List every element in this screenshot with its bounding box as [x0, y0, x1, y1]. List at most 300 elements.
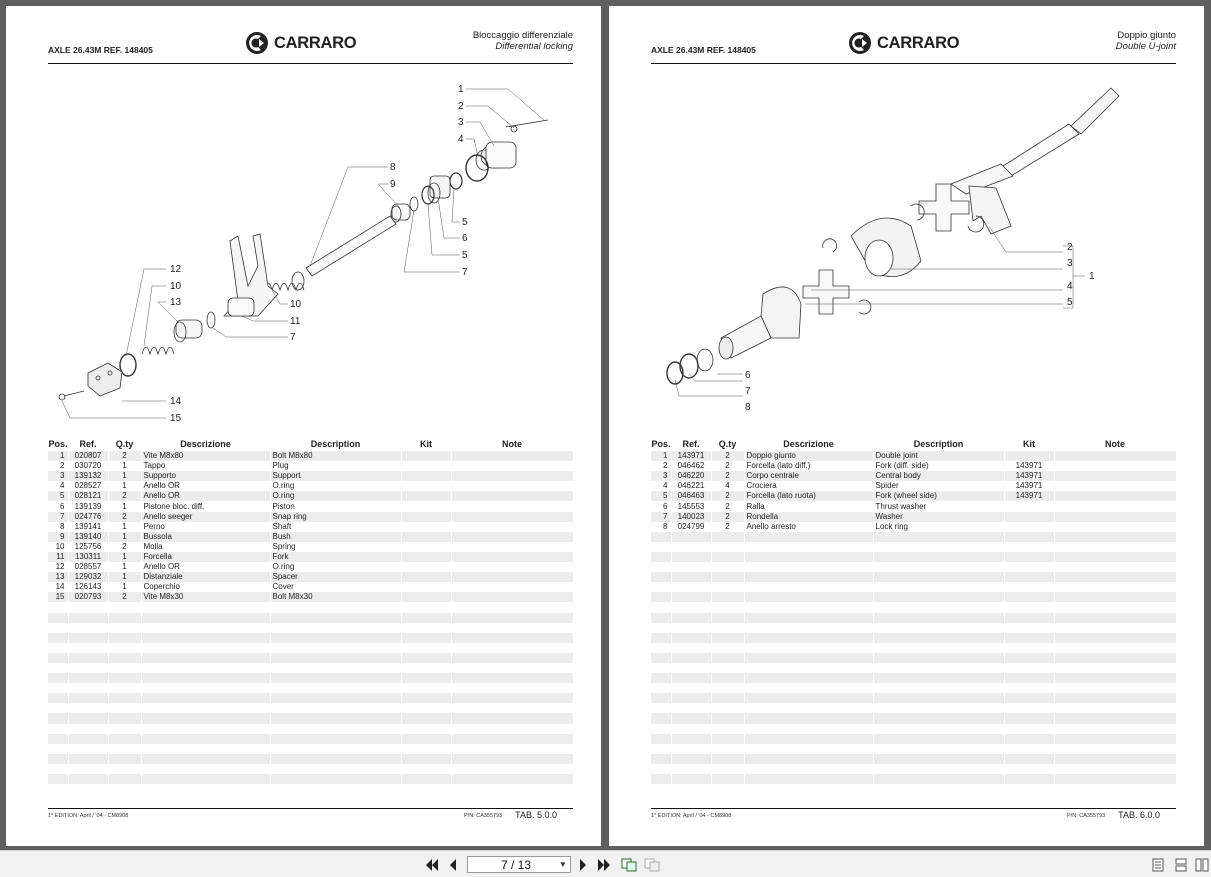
- cell-desc-en: Spacer: [270, 572, 401, 582]
- callout-12: 12: [170, 264, 182, 275]
- cell-desc-it: Anello seeger: [141, 512, 270, 522]
- empty-table-row: [651, 713, 1176, 723]
- cell-pos: 6: [651, 501, 671, 511]
- col-desc-en: Description: [310, 438, 361, 449]
- cell-pos: [651, 744, 671, 754]
- cell-qty: [711, 633, 744, 643]
- cell-pos: [651, 734, 671, 744]
- cell-pos: [48, 693, 68, 703]
- continuous-view-button[interactable]: [1173, 856, 1189, 873]
- cell-note: [1054, 562, 1176, 572]
- cell-desc-it: [744, 734, 873, 744]
- cell-desc-it: [141, 754, 270, 764]
- cell-qty: [108, 653, 141, 663]
- cell-kit: [1004, 522, 1054, 532]
- cell-kit: [1004, 572, 1054, 582]
- cell-qty: [711, 613, 744, 623]
- cell-note: [451, 562, 573, 572]
- cell-kit: [401, 713, 451, 723]
- cell-note: [451, 754, 573, 764]
- cell-desc-en: [270, 683, 401, 693]
- cell-kit: [401, 734, 451, 744]
- cell-ref: [68, 713, 108, 723]
- cell-note: [451, 693, 573, 703]
- cell-qty: [108, 744, 141, 754]
- cell-pos: 6: [48, 501, 68, 511]
- cell-ref: [671, 683, 711, 693]
- cell-note: [1054, 663, 1176, 673]
- cell-kit: [1004, 653, 1054, 663]
- cell-desc-en: [873, 623, 1004, 633]
- cell-kit: [401, 532, 451, 542]
- cell-qty: [711, 744, 744, 754]
- cell-desc-it: Rondella: [744, 512, 873, 522]
- callout-11: 11: [290, 316, 301, 327]
- cell-desc-en: [270, 623, 401, 633]
- cell-note: [1054, 713, 1176, 723]
- cell-kit: [401, 471, 451, 481]
- cell-note: [1054, 602, 1176, 612]
- cell-qty: [711, 552, 744, 562]
- cell-desc-en: [873, 602, 1004, 612]
- cell-desc-it: [744, 643, 873, 653]
- cell-desc-en: Spider: [873, 481, 1004, 491]
- cell-pos: [651, 602, 671, 612]
- cell-ref: [671, 562, 711, 572]
- cell-pos: 7: [48, 512, 68, 522]
- cell-ref: 024799: [671, 522, 711, 532]
- cell-qty: [711, 623, 744, 633]
- cell-ref: [671, 724, 711, 734]
- cell-kit: [401, 451, 451, 461]
- cell-kit: [401, 754, 451, 764]
- callout-2: 2: [458, 101, 464, 112]
- cell-kit: [401, 542, 451, 552]
- empty-table-row: [651, 613, 1176, 623]
- cell-qty: 1: [108, 461, 141, 471]
- empty-table-row: [651, 562, 1176, 572]
- cell-desc-it: [744, 673, 873, 683]
- cell-desc-en: [873, 572, 1004, 582]
- cell-desc-it: [744, 572, 873, 582]
- cell-ref: [68, 693, 108, 703]
- cell-pos: [651, 552, 671, 562]
- cell-ref: [671, 734, 711, 744]
- cell-note: [1054, 522, 1176, 532]
- cell-ref: [68, 774, 108, 784]
- empty-table-row: [651, 673, 1176, 683]
- cell-qty: [108, 693, 141, 703]
- cell-desc-it: [744, 764, 873, 774]
- cell-pos: [48, 673, 68, 683]
- page-header: [651, 28, 1176, 64]
- cell-note: [451, 713, 573, 723]
- cell-qty: [711, 532, 744, 542]
- cell-pos: 7: [651, 512, 671, 522]
- cell-pos: [48, 602, 68, 612]
- table-row: [651, 512, 1176, 522]
- empty-table-row: [651, 774, 1176, 784]
- page-right: [609, 6, 1204, 846]
- table-row: [48, 522, 573, 532]
- cell-pos: [651, 633, 671, 643]
- callout-7a: 7: [462, 267, 468, 278]
- cell-ref: 139141: [68, 522, 108, 532]
- cell-kit: [401, 522, 451, 532]
- cell-pos: [48, 683, 68, 693]
- table-row: [48, 491, 573, 501]
- last-page-button[interactable]: [596, 856, 612, 873]
- cell-qty: [711, 724, 744, 734]
- cell-desc-it: [141, 713, 270, 723]
- cell-pos: 2: [651, 461, 671, 471]
- cell-kit: 143971: [1004, 461, 1054, 471]
- cell-qty: [711, 764, 744, 774]
- col-pos: Pos.: [651, 438, 671, 449]
- cell-qty: [711, 734, 744, 744]
- cell-desc-it: Doppio giunto: [744, 451, 873, 461]
- callout-10a: 10: [290, 299, 302, 310]
- cell-desc-en: [873, 703, 1004, 713]
- cell-ref: [68, 602, 108, 612]
- next-page-icon: [579, 859, 587, 871]
- cell-desc-it: Forcella: [141, 552, 270, 562]
- cell-note: [1054, 592, 1176, 602]
- next-page-button[interactable]: [576, 856, 590, 873]
- cell-desc-en: [873, 774, 1004, 784]
- cell-note: [1054, 774, 1176, 784]
- cell-kit: [401, 481, 451, 491]
- cell-desc-it: [744, 774, 873, 784]
- page-title: [473, 30, 573, 52]
- cell-qty: [108, 663, 141, 673]
- cell-desc-en: O.ring: [270, 481, 401, 491]
- cell-note: [451, 451, 573, 461]
- cell-desc-it: Pistone bloc. diff.: [141, 501, 270, 511]
- cell-desc-en: [270, 724, 401, 734]
- cell-desc-it: [141, 623, 270, 633]
- cell-qty: [711, 754, 744, 764]
- cell-ref: [68, 764, 108, 774]
- cell-desc-en: O.ring: [270, 562, 401, 572]
- cell-desc-it: [744, 562, 873, 572]
- cell-ref: [671, 653, 711, 663]
- callout-10b: 10: [170, 281, 182, 292]
- copy-page-icon: [621, 858, 637, 872]
- cell-ref: [68, 724, 108, 734]
- page-footer: [48, 808, 573, 824]
- cell-desc-it: Vite M8x30: [141, 592, 270, 602]
- brand-name: CARRARO: [274, 33, 357, 52]
- paste-page-button[interactable]: [643, 856, 661, 873]
- cell-pos: [651, 764, 671, 774]
- empty-table-row: [48, 633, 573, 643]
- previous-page-button[interactable]: [446, 856, 460, 873]
- cell-pos: [651, 613, 671, 623]
- cell-desc-en: Bush: [270, 532, 401, 542]
- table-row: [48, 572, 573, 582]
- table-row: [651, 451, 1176, 461]
- cell-kit: [401, 602, 451, 612]
- carraro-logo: [245, 31, 356, 55]
- cell-pos: [48, 754, 68, 764]
- cell-ref: [68, 703, 108, 713]
- cell-qty: [711, 703, 744, 713]
- cell-desc-it: Corpo centrale: [744, 471, 873, 481]
- cell-ref: [68, 744, 108, 754]
- cell-desc-en: [873, 734, 1004, 744]
- cell-pos: 2: [48, 461, 68, 471]
- cell-desc-it: [141, 734, 270, 744]
- callout-7b: 7: [290, 332, 296, 343]
- cell-desc-en: [873, 582, 1004, 592]
- first-page-icon: [425, 859, 439, 871]
- cell-qty: 2: [711, 461, 744, 471]
- cell-kit: [401, 592, 451, 602]
- cell-desc-en: Spring: [270, 542, 401, 552]
- cell-qty: 2: [711, 501, 744, 511]
- empty-table-row: [651, 693, 1176, 703]
- cell-desc-en: [873, 713, 1004, 723]
- empty-table-row: [48, 653, 573, 663]
- cell-desc-en: [270, 713, 401, 723]
- cell-qty: [108, 643, 141, 653]
- callout-15: 15: [170, 413, 182, 424]
- cell-desc-it: Molla: [141, 542, 270, 552]
- single-page-view-button[interactable]: [1150, 856, 1166, 873]
- first-page-button[interactable]: [424, 856, 440, 873]
- table-row: [48, 592, 573, 602]
- cell-desc-en: [270, 602, 401, 612]
- cell-qty: [711, 713, 744, 723]
- cell-ref: [671, 592, 711, 602]
- empty-table-row: [48, 602, 573, 612]
- parts-tbody: [651, 451, 1176, 784]
- cell-kit: [1004, 693, 1054, 703]
- cell-ref: [68, 734, 108, 744]
- cell-pos: 15: [48, 592, 68, 602]
- cell-desc-en: [873, 633, 1004, 643]
- empty-table-row: [651, 572, 1176, 582]
- cell-desc-it: Ralla: [744, 501, 873, 511]
- page-footer: [651, 808, 1176, 824]
- cell-kit: [401, 623, 451, 633]
- cell-qty: [711, 572, 744, 582]
- cell-desc-en: [270, 744, 401, 754]
- table-row: [48, 461, 573, 471]
- single-page-icon: [1152, 858, 1164, 872]
- cell-kit: [1004, 713, 1054, 723]
- cell-note: [451, 703, 573, 713]
- cell-desc-it: [744, 663, 873, 673]
- cell-desc-it: [744, 582, 873, 592]
- cell-pos: [48, 734, 68, 744]
- parts-table: [48, 436, 574, 784]
- brand-name: CARRARO: [877, 33, 960, 52]
- callout-14: 14: [170, 396, 182, 407]
- cell-desc-it: [141, 764, 270, 774]
- cell-desc-it: Forcella (lato ruota): [744, 491, 873, 501]
- cell-note: [1054, 633, 1176, 643]
- copy-page-button[interactable]: [620, 856, 638, 873]
- cell-desc-en: Bolt M8x80: [270, 451, 401, 461]
- cell-pos: 8: [651, 522, 671, 532]
- cell-desc-en: Thrust washer: [873, 501, 1004, 511]
- cell-ref: [68, 673, 108, 683]
- cell-pos: [48, 623, 68, 633]
- cell-note: [451, 663, 573, 673]
- cell-desc-it: Distanziale: [141, 572, 270, 582]
- callout-8: 8: [390, 162, 396, 173]
- cell-desc-en: [270, 703, 401, 713]
- cell-note: [1054, 572, 1176, 582]
- cell-desc-en: [873, 592, 1004, 602]
- empty-table-row: [651, 663, 1176, 673]
- cell-desc-it: [744, 542, 873, 552]
- table-row: [48, 481, 573, 491]
- cell-desc-it: [141, 602, 270, 612]
- cell-qty: 2: [108, 451, 141, 461]
- table-row: [651, 461, 1176, 471]
- cell-ref: [671, 552, 711, 562]
- table-row: [48, 552, 573, 562]
- cell-ref: 139139: [68, 501, 108, 511]
- cell-note: [451, 764, 573, 774]
- cell-ref: 020807: [68, 451, 108, 461]
- col-desc-en: Description: [913, 438, 964, 449]
- cell-desc-it: [141, 744, 270, 754]
- paste-page-icon: [644, 858, 660, 872]
- cell-qty: [711, 693, 744, 703]
- table-row: [48, 512, 573, 522]
- table-row: [651, 491, 1176, 501]
- cell-desc-it: [744, 703, 873, 713]
- cell-desc-en: [270, 754, 401, 764]
- cell-desc-it: [744, 713, 873, 723]
- col-note: Note: [1105, 438, 1125, 449]
- cell-kit: [1004, 724, 1054, 734]
- cell-desc-en: [873, 532, 1004, 542]
- cell-pos: [651, 623, 671, 633]
- callout-5a: 5: [462, 217, 468, 228]
- cell-ref: [671, 532, 711, 542]
- carraro-logo-icon: [245, 31, 269, 55]
- cell-ref: 126143: [68, 582, 108, 592]
- cell-note: [451, 633, 573, 643]
- empty-table-row: [651, 683, 1176, 693]
- cell-note: [451, 512, 573, 522]
- cell-desc-en: [270, 643, 401, 653]
- cell-qty: [108, 764, 141, 774]
- page-title: [1116, 30, 1176, 52]
- cell-ref: 024776: [68, 512, 108, 522]
- cell-desc-en: [873, 693, 1004, 703]
- cell-kit: [401, 501, 451, 511]
- empty-table-row: [48, 754, 573, 764]
- cell-kit: [1004, 774, 1054, 784]
- cell-ref: 030720: [68, 461, 108, 471]
- cell-kit: [1004, 532, 1054, 542]
- callout-3: 3: [458, 117, 464, 128]
- cell-note: [1054, 481, 1176, 491]
- cell-pos: 11: [48, 552, 68, 562]
- col-desc-it: Descrizione: [783, 438, 834, 449]
- callout-8: 8: [745, 402, 751, 413]
- edition-note: 1° EDITION: April / '04 - CM8908: [651, 813, 732, 819]
- cell-qty: [711, 562, 744, 572]
- cell-ref: 139140: [68, 532, 108, 542]
- cell-ref: [671, 643, 711, 653]
- cell-desc-it: [141, 663, 270, 673]
- cell-qty: 2: [711, 471, 744, 481]
- cell-desc-en: [873, 764, 1004, 774]
- cell-pos: 10: [48, 542, 68, 552]
- title-italian: Doppio giunto: [1117, 30, 1176, 41]
- exploded-view-diagram: [48, 76, 573, 426]
- cell-note: [451, 724, 573, 734]
- cell-ref: 028527: [68, 481, 108, 491]
- cell-desc-it: [141, 703, 270, 713]
- page-header: [48, 28, 573, 64]
- cell-pos: [651, 713, 671, 723]
- cell-qty: [711, 542, 744, 552]
- callout-4: 4: [458, 134, 464, 145]
- cell-pos: [48, 613, 68, 623]
- empty-table-row: [48, 693, 573, 703]
- page-left: [6, 6, 601, 846]
- cell-pos: 12: [48, 562, 68, 572]
- cell-kit: [401, 663, 451, 673]
- cell-ref: [68, 683, 108, 693]
- cell-kit: [401, 683, 451, 693]
- cell-kit: [401, 703, 451, 713]
- cell-desc-it: [141, 774, 270, 784]
- cell-kit: [401, 693, 451, 703]
- cell-kit: [1004, 754, 1054, 764]
- cell-ref: [68, 613, 108, 623]
- cell-kit: [1004, 744, 1054, 754]
- two-page-view-button[interactable]: [1194, 856, 1210, 873]
- cell-pos: [651, 562, 671, 572]
- cell-ref: [671, 764, 711, 774]
- viewer-toolbar: [0, 850, 1211, 877]
- cell-kit: [401, 572, 451, 582]
- table-row: [48, 471, 573, 481]
- title-english: Differential locking: [495, 41, 573, 52]
- cell-pos: 9: [48, 532, 68, 542]
- cell-desc-en: Shaft: [270, 522, 401, 532]
- cell-note: [451, 532, 573, 542]
- cell-note: [1054, 532, 1176, 542]
- empty-table-row: [48, 673, 573, 683]
- cell-pos: [651, 643, 671, 653]
- continuous-view-icon: [1175, 858, 1187, 872]
- cell-desc-it: Vite M8x80: [141, 451, 270, 461]
- cell-pos: [48, 774, 68, 784]
- cell-pos: [48, 643, 68, 653]
- cell-note: [451, 552, 573, 562]
- previous-page-icon: [449, 859, 457, 871]
- cell-desc-it: [141, 653, 270, 663]
- cell-desc-en: [270, 734, 401, 744]
- cell-qty: 1: [108, 501, 141, 511]
- page-number-select[interactable]: [467, 856, 571, 873]
- cell-kit: [1004, 582, 1054, 592]
- cell-ref: [671, 774, 711, 784]
- empty-table-row: [48, 744, 573, 754]
- parts-tbody: [48, 451, 573, 784]
- cell-kit: [401, 613, 451, 623]
